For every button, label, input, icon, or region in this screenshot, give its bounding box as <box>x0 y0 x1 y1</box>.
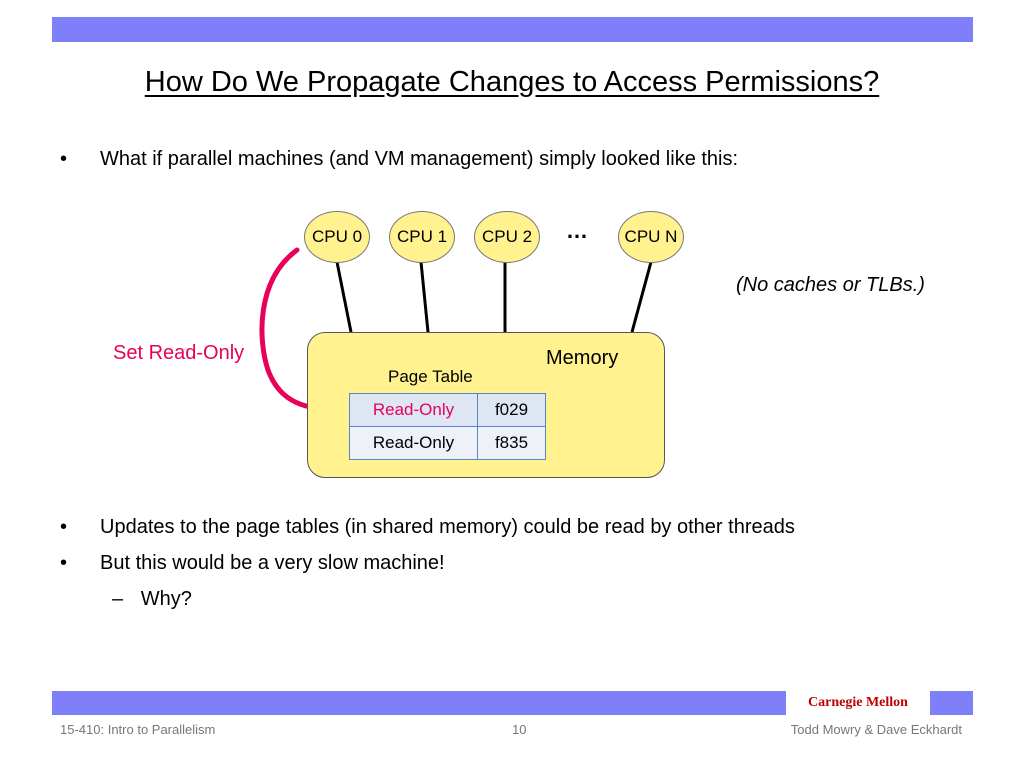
page-table <box>349 393 546 460</box>
cpu1-memory-line <box>421 262 428 332</box>
sub-bullet-1 <box>112 587 192 611</box>
set-read-only-label: Set Read-Only <box>113 342 245 364</box>
bullet-marker: • <box>60 148 68 170</box>
cpu-n: CPU N <box>618 211 684 263</box>
slide-title: How Do We Propagate Changes to Access Permissions? <box>144 66 880 98</box>
bullet-marker: • <box>60 552 68 574</box>
bullet-text: But this would be a very slow machine! <box>100 552 445 574</box>
page-table-row <box>350 427 546 460</box>
bullet-marker: • <box>60 516 68 538</box>
no-caches-note: (No caches or TLBs.) <box>736 274 925 296</box>
cpun-memory-line <box>632 262 651 332</box>
memory-label: Memory <box>546 347 619 369</box>
page-table-row <box>350 394 546 427</box>
footer-page-number: 10 <box>512 722 527 737</box>
bullet-text: Updates to the page tables (in shared memory) could be read by other threads <box>100 516 795 538</box>
footer-authors: Todd Mowry & Dave Eckhardt <box>790 722 962 737</box>
footer-course: 15-410: Intro to Parallelism <box>60 722 216 737</box>
cpu-0: CPU 0 <box>304 211 370 263</box>
permission-cell: Read-Only <box>350 394 478 427</box>
frame-cell: f029 <box>478 394 546 427</box>
cpu-2: CPU 2 <box>474 211 540 263</box>
permission-cell: Read-Only <box>350 427 478 460</box>
sub-bullet-marker: – <box>112 588 124 610</box>
bullet-text: What if parallel machines (and VM management) simply looked like this: <box>100 148 739 170</box>
carnegie-mellon-logo: Carnegie Mellon <box>786 689 930 717</box>
frame-cell: f835 <box>478 427 546 460</box>
cpu-ellipsis: … <box>566 218 589 243</box>
cpu0-memory-line <box>337 262 351 332</box>
page-table-label: Page Table <box>388 367 473 386</box>
sub-bullet-text: Why? <box>140 588 192 610</box>
cpu-1: CPU 1 <box>389 211 455 263</box>
